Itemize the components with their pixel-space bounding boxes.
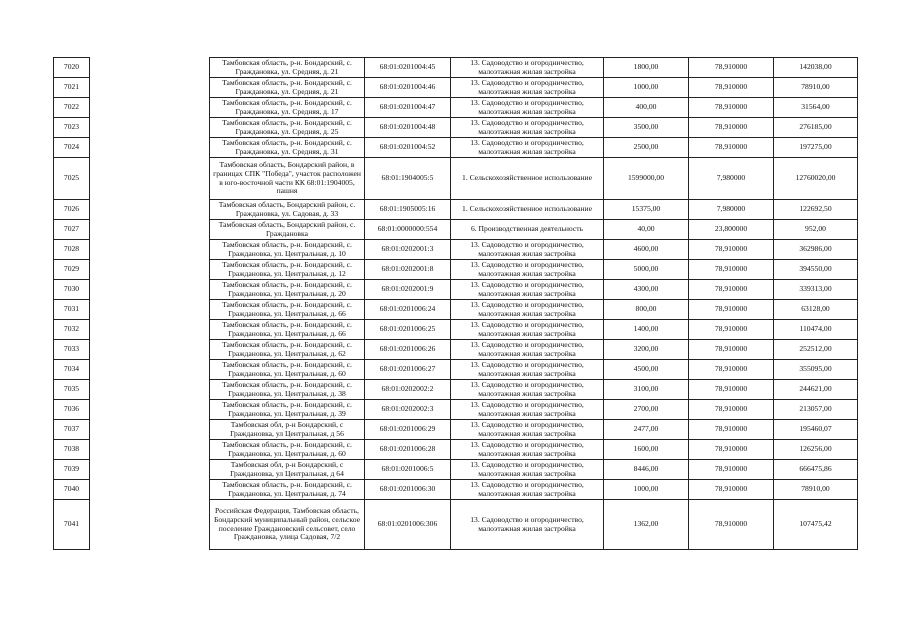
spacer-cell (90, 58, 210, 78)
land-use-cell: 13. Садоводство и огородничество, малоэтажная жилая застройка (451, 58, 604, 78)
cadastral-number-cell: 68:01:0201006:29 (365, 420, 451, 440)
cadastral-value-cell: 244621,00 (774, 380, 858, 400)
cadastral-number-cell: 68:01:0201006:26 (365, 340, 451, 360)
cadastral-value-cell: 78910,00 (774, 480, 858, 500)
rate-cell: 78,910000 (689, 400, 774, 420)
row-number-cell: 7030 (54, 280, 90, 300)
area-cell: 3100,00 (604, 380, 689, 400)
cadastral-value-cell: 63128,00 (774, 300, 858, 320)
spacer-cell (90, 400, 210, 420)
cadastral-number-cell: 68:01:1905005:16 (365, 200, 451, 220)
rate-cell: 23,800000 (689, 220, 774, 240)
address-cell: Тамбовская область, р-н. Бондарский, с. Граждановка, ул. Средняя, д. 31 (210, 138, 365, 158)
land-use-cell: 13. Садоводство и огородничество, малоэтажная жилая застройка (451, 500, 604, 550)
area-cell: 3500,00 (604, 118, 689, 138)
rate-cell: 7,980000 (689, 158, 774, 200)
cadastral-value-cell: 12760020,00 (774, 158, 858, 200)
row-number-cell: 7034 (54, 360, 90, 380)
table-row (54, 480, 858, 500)
cadastral-value-cell: 122692,50 (774, 200, 858, 220)
row-number-cell: 7026 (54, 200, 90, 220)
spacer-cell (90, 78, 210, 98)
area-cell: 4500,00 (604, 360, 689, 380)
rate-cell: 78,910000 (689, 480, 774, 500)
address-cell: Тамбовская область, Бондарский район, в границах СПК "Победа", участок расположен в юго-восточной части КК 68:01:1904005, пашня (210, 158, 365, 200)
land-use-cell: 13. Садоводство и огородничество, малоэтажная жилая застройка (451, 480, 604, 500)
table-row (54, 118, 858, 138)
land-use-cell: 13. Садоводство и огородничество, малоэтажная жилая застройка (451, 118, 604, 138)
rate-cell: 78,910000 (689, 98, 774, 118)
land-use-cell: 1. Сельскохозяйственное использование (451, 200, 604, 220)
land-use-cell: 13. Садоводство и огородничество, малоэтажная жилая застройка (451, 78, 604, 98)
cadastral-value-cell: 394550,00 (774, 260, 858, 280)
cadastral-value-cell: 666475,86 (774, 460, 858, 480)
rate-cell: 78,910000 (689, 58, 774, 78)
cadastral-number-cell: 68:01:0201006:27 (365, 360, 451, 380)
spacer-cell (90, 420, 210, 440)
rate-cell: 78,910000 (689, 138, 774, 158)
address-cell: Тамбовская область, р-н. Бондарский, с. Граждановка, ул. Центральная, д. 74 (210, 480, 365, 500)
cadastral-value-cell: 78910,00 (774, 78, 858, 98)
address-cell: Российская Федерация, Тамбовская область, Бондарский муниципальный район, сельское поселение Граждановский сельсовет, село Граждановка, улица Садовая, 7/2 (210, 500, 365, 550)
area-cell: 4600,00 (604, 240, 689, 260)
table-row (54, 280, 858, 300)
area-cell: 800,00 (604, 300, 689, 320)
cadastral-number-cell: 68:01:0201006:5 (365, 460, 451, 480)
table-body (54, 58, 858, 550)
land-use-cell: 13. Садоводство и огородничество, малоэтажная жилая застройка (451, 360, 604, 380)
table-row (54, 380, 858, 400)
address-cell: Тамбовская область, р-н. Бондарский, с. Граждановка, ул. Центральная, д. 62 (210, 340, 365, 360)
area-cell: 1362,00 (604, 500, 689, 550)
table-row (54, 300, 858, 320)
cadastral-number-cell: 68:01:0202001:3 (365, 240, 451, 260)
row-number-cell: 7038 (54, 440, 90, 460)
spacer-cell (90, 158, 210, 200)
area-cell: 400,00 (604, 98, 689, 118)
land-use-cell: 13. Садоводство и огородничество, малоэтажная жилая застройка (451, 240, 604, 260)
cadastral-number-cell: 68:01:0201004:47 (365, 98, 451, 118)
row-number-cell: 7022 (54, 98, 90, 118)
address-cell: Тамбовская область, Бондарский район, с. Граждановка, ул. Садовая, д. 33 (210, 200, 365, 220)
rate-cell: 78,910000 (689, 340, 774, 360)
cadastral-value-cell: 252512,00 (774, 340, 858, 360)
cadastral-value-cell: 195460,07 (774, 420, 858, 440)
spacer-cell (90, 380, 210, 400)
cadastral-value-cell: 362986,00 (774, 240, 858, 260)
cadastral-value-cell: 276185,00 (774, 118, 858, 138)
land-use-cell: 13. Садоводство и огородничество, малоэтажная жилая застройка (451, 260, 604, 280)
rate-cell: 7,980000 (689, 200, 774, 220)
land-use-cell: 13. Садоводство и огородничество, малоэтажная жилая застройка (451, 400, 604, 420)
rate-cell: 78,910000 (689, 300, 774, 320)
cadastral-value-cell: 355095,00 (774, 360, 858, 380)
land-use-cell: 13. Садоводство и огородничество, малоэтажная жилая застройка (451, 440, 604, 460)
address-cell: Тамбовская область, р-н. Бондарский, с. Граждановка, ул. Средняя, д. 17 (210, 98, 365, 118)
row-number-cell: 7037 (54, 420, 90, 440)
cadastral-number-cell: 68:01:0201004:52 (365, 138, 451, 158)
spacer-cell (90, 98, 210, 118)
area-cell: 1000,00 (604, 78, 689, 98)
cadastral-value-cell: 110474,00 (774, 320, 858, 340)
table-row (54, 260, 858, 280)
cadastral-value-cell: 952,00 (774, 220, 858, 240)
address-cell: Тамбовская область, р-н. Бондарский, с. Граждановка, ул. Центральная, д. 66 (210, 320, 365, 340)
row-number-cell: 7028 (54, 240, 90, 260)
spacer-cell (90, 138, 210, 158)
table-row (54, 78, 858, 98)
area-cell: 40,00 (604, 220, 689, 240)
table-row (54, 58, 858, 78)
spacer-cell (90, 200, 210, 220)
rate-cell: 78,910000 (689, 78, 774, 98)
row-number-cell: 7035 (54, 380, 90, 400)
spacer-cell (90, 480, 210, 500)
land-use-cell: 1. Сельскохозяйственное использование (451, 158, 604, 200)
area-cell: 5000,00 (604, 260, 689, 280)
table-row (54, 240, 858, 260)
cadastral-number-cell: 68:01:0201006:306 (365, 500, 451, 550)
area-cell: 8446,00 (604, 460, 689, 480)
spacer-cell (90, 240, 210, 260)
spacer-cell (90, 260, 210, 280)
address-cell: Тамбовская область, Бондарский район, с. Граждановка (210, 220, 365, 240)
table-row (54, 360, 858, 380)
row-number-cell: 7023 (54, 118, 90, 138)
cadastral-number-cell: 68:01:0202001:8 (365, 260, 451, 280)
land-use-cell: 13. Садоводство и огородничество, малоэтажная жилая застройка (451, 380, 604, 400)
address-cell: Тамбовская область, р-н. Бондарский, с. Граждановка, ул. Центральная, д. 66 (210, 300, 365, 320)
cadastral-number-cell: 68:01:0201004:48 (365, 118, 451, 138)
spacer-cell (90, 460, 210, 480)
area-cell: 4300,00 (604, 280, 689, 300)
address-cell: Тамбовская область, р-н. Бондарский, с. Граждановка, ул. Центральная, д. 39 (210, 400, 365, 420)
land-use-cell: 6. Производственная деятельность (451, 220, 604, 240)
row-number-cell: 7041 (54, 500, 90, 550)
table-row (54, 200, 858, 220)
cadastral-value-cell: 126256,00 (774, 440, 858, 460)
area-cell: 2700,00 (604, 400, 689, 420)
row-number-cell: 7039 (54, 460, 90, 480)
cadastral-number-cell: 68:01:0201006:30 (365, 480, 451, 500)
spacer-cell (90, 500, 210, 550)
land-use-cell: 13. Садоводство и огородничество, малоэтажная жилая застройка (451, 460, 604, 480)
table-row (54, 500, 858, 550)
rate-cell: 78,910000 (689, 380, 774, 400)
table-row (54, 98, 858, 118)
table-row (54, 340, 858, 360)
table-row (54, 400, 858, 420)
table-row (54, 138, 858, 158)
row-number-cell: 7031 (54, 300, 90, 320)
table-row (54, 220, 858, 240)
table-row (54, 440, 858, 460)
address-cell: Тамбовская обл, р-н Бондарский, с Граждановка, ул Центральная, д 64 (210, 460, 365, 480)
spacer-cell (90, 440, 210, 460)
address-cell: Тамбовская область, р-н. Бондарский, с. Граждановка, ул. Средняя, д. 21 (210, 78, 365, 98)
land-use-cell: 13. Садоводство и огородничество, малоэтажная жилая застройка (451, 320, 604, 340)
rate-cell: 78,910000 (689, 360, 774, 380)
row-number-cell: 7024 (54, 138, 90, 158)
cadastral-number-cell: 68:01:0202001:9 (365, 280, 451, 300)
cadastral-number-cell: 68:01:0201006:25 (365, 320, 451, 340)
address-cell: Тамбовская область, р-н. Бондарский, с. Граждановка, ул. Центральная, д. 60 (210, 360, 365, 380)
spacer-cell (90, 220, 210, 240)
rate-cell: 78,910000 (689, 118, 774, 138)
rate-cell: 78,910000 (689, 440, 774, 460)
rate-cell: 78,910000 (689, 240, 774, 260)
table-row (54, 158, 858, 200)
area-cell: 1400,00 (604, 320, 689, 340)
area-cell: 1599000,00 (604, 158, 689, 200)
address-cell: Тамбовская область, р-н. Бондарский, с. Граждановка, ул. Центральная, д. 60 (210, 440, 365, 460)
area-cell: 2500,00 (604, 138, 689, 158)
rate-cell: 78,910000 (689, 420, 774, 440)
spacer-cell (90, 280, 210, 300)
cadastral-number-cell: 68:01:0201004:46 (365, 78, 451, 98)
cadastral-number-cell: 68:01:0202002:2 (365, 380, 451, 400)
cadastral-number-cell: 68:01:0202002:3 (365, 400, 451, 420)
land-use-cell: 13. Садоводство и огородничество, малоэтажная жилая застройка (451, 280, 604, 300)
spacer-cell (90, 340, 210, 360)
cadastral-value-cell: 31564,00 (774, 98, 858, 118)
land-use-cell: 13. Садоводство и огородничество, малоэтажная жилая застройка (451, 300, 604, 320)
row-number-cell: 7036 (54, 400, 90, 420)
row-number-cell: 7032 (54, 320, 90, 340)
address-cell: Тамбовская область, р-н. Бондарский, с. Граждановка, ул. Центральная, д. 38 (210, 380, 365, 400)
row-number-cell: 7040 (54, 480, 90, 500)
rate-cell: 78,910000 (689, 460, 774, 480)
cadastral-value-cell: 197275,00 (774, 138, 858, 158)
land-use-cell: 13. Садоводство и огородничество, малоэтажная жилая застройка (451, 340, 604, 360)
row-number-cell: 7027 (54, 220, 90, 240)
table-row (54, 320, 858, 340)
table-row (54, 460, 858, 480)
rate-cell: 78,910000 (689, 320, 774, 340)
cadastral-value-cell: 107475,42 (774, 500, 858, 550)
address-cell: Тамбовская область, р-н. Бондарский, с. Граждановка, ул. Центральная, д. 20 (210, 280, 365, 300)
land-registry-table (53, 57, 858, 550)
area-cell: 1000,00 (604, 480, 689, 500)
cadastral-number-cell: 68:01:0201004:45 (365, 58, 451, 78)
cadastral-number-cell: 68:01:1904005:5 (365, 158, 451, 200)
rate-cell: 78,910000 (689, 280, 774, 300)
address-cell: Тамбовская область, р-н. Бондарский, с. Граждановка, ул. Центральная, д. 12 (210, 260, 365, 280)
rate-cell: 78,910000 (689, 260, 774, 280)
cadastral-number-cell: 68:01:0201006:24 (365, 300, 451, 320)
address-cell: Тамбовская область, р-н. Бондарский, с. Граждановка, ул. Средняя, д. 21 (210, 58, 365, 78)
cadastral-number-cell: 68:01:0201006:28 (365, 440, 451, 460)
address-cell: Тамбовская область, р-н. Бондарский, с. Граждановка, ул. Центральная, д. 10 (210, 240, 365, 260)
land-use-cell: 13. Садоводство и огородничество, малоэтажная жилая застройка (451, 138, 604, 158)
table-row (54, 420, 858, 440)
spacer-cell (90, 118, 210, 138)
row-number-cell: 7033 (54, 340, 90, 360)
row-number-cell: 7020 (54, 58, 90, 78)
area-cell: 1600,00 (604, 440, 689, 460)
area-cell: 3200,00 (604, 340, 689, 360)
cadastral-value-cell: 339313,00 (774, 280, 858, 300)
land-use-cell: 13. Садоводство и огородничество, малоэтажная жилая застройка (451, 98, 604, 118)
row-number-cell: 7025 (54, 158, 90, 200)
address-cell: Тамбовская обл, р-н Бондарский, с Граждановка, ул Центральная, д 56 (210, 420, 365, 440)
land-use-cell: 13. Садоводство и огородничество, малоэтажная жилая застройка (451, 420, 604, 440)
area-cell: 15375,00 (604, 200, 689, 220)
row-number-cell: 7021 (54, 78, 90, 98)
cadastral-value-cell: 142038,00 (774, 58, 858, 78)
spacer-cell (90, 320, 210, 340)
rate-cell: 78,910000 (689, 500, 774, 550)
address-cell: Тамбовская область, р-н. Бондарский, с. Граждановка, ул. Средняя, д. 25 (210, 118, 365, 138)
row-number-cell: 7029 (54, 260, 90, 280)
cadastral-number-cell: 68:01:0000000:554 (365, 220, 451, 240)
area-cell: 1800,00 (604, 58, 689, 78)
spacer-cell (90, 300, 210, 320)
cadastral-value-cell: 213057,00 (774, 400, 858, 420)
spacer-cell (90, 360, 210, 380)
area-cell: 2477,00 (604, 420, 689, 440)
